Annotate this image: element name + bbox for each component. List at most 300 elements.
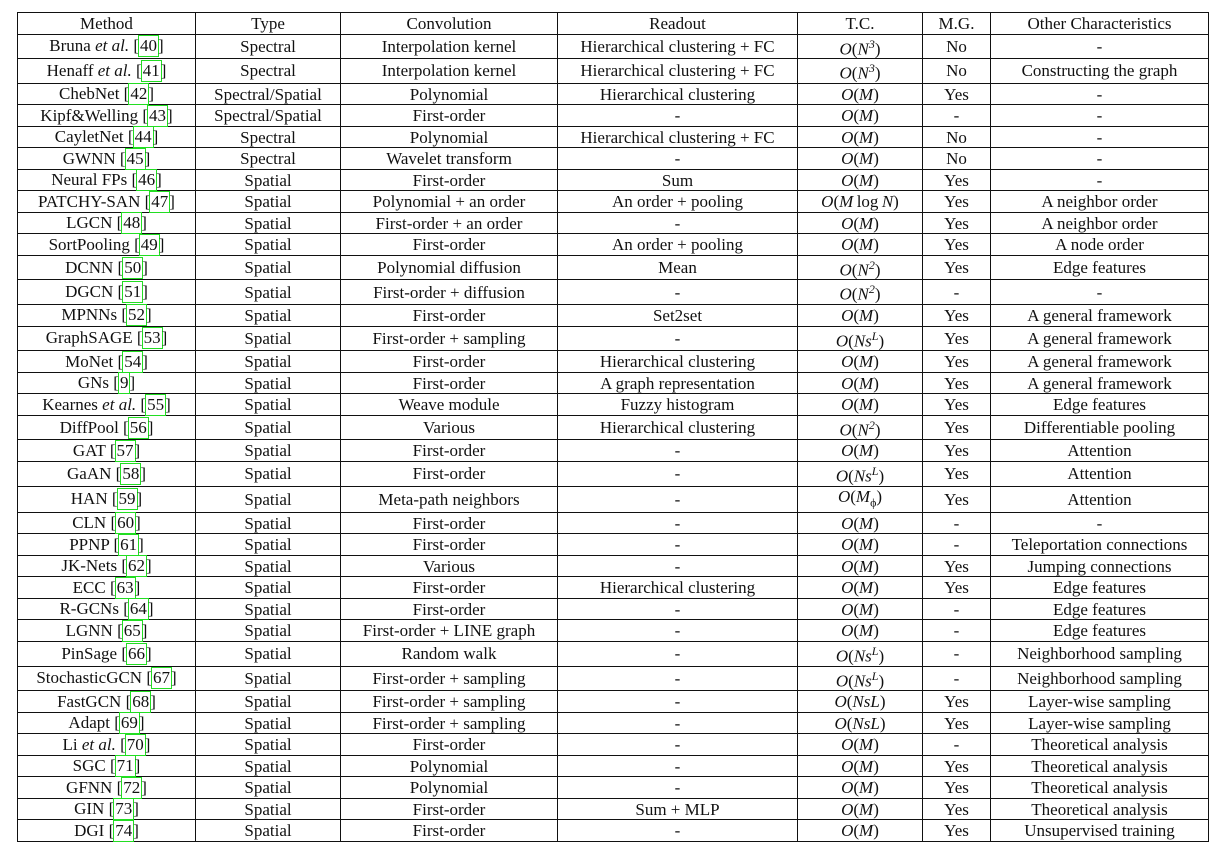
other-characteristics-cell: A general framework (991, 351, 1209, 373)
time-complexity-cell: O(M) (798, 820, 923, 842)
table-row (18, 191, 1209, 213)
table-row (18, 666, 1209, 691)
multi-graph-cell: Yes (923, 577, 991, 599)
table-row (18, 212, 1209, 234)
convolution-cell: First-order (341, 820, 558, 842)
convolution-cell: First-order (341, 234, 558, 256)
multi-graph-cell: Yes (923, 83, 991, 105)
method-cell: ECC [63] (18, 577, 196, 599)
type-cell: Spatial (196, 666, 341, 691)
readout-cell: - (558, 712, 798, 734)
multi-graph-cell: Yes (923, 326, 991, 351)
method-cell: GNs [9] (18, 372, 196, 394)
readout-cell: - (558, 820, 798, 842)
table-row (18, 126, 1209, 148)
readout-cell: Fuzzy histogram (558, 394, 798, 416)
other-characteristics-cell: A node order (991, 234, 1209, 256)
other-characteristics-cell: A general framework (991, 372, 1209, 394)
time-complexity-cell: O(NsL) (798, 691, 923, 713)
citation-link[interactable]: 73 (115, 799, 133, 819)
citation-link[interactable]: 48 (123, 213, 141, 233)
method-name: JK-Nets (61, 556, 118, 576)
method-name: Kearnes (42, 394, 98, 414)
type-cell: Spectral (196, 34, 341, 59)
citation-link[interactable]: 58 (122, 463, 140, 483)
method-name: SGC (72, 756, 106, 776)
readout-cell: - (558, 620, 798, 642)
multi-graph-cell: Yes (923, 777, 991, 799)
type-cell: Spatial (196, 212, 341, 234)
other-characteristics-cell: Edge features (991, 577, 1209, 599)
other-characteristics-cell: - (991, 34, 1209, 59)
readout-cell: A graph representation (558, 372, 798, 394)
method-cell: Henaff et al. [41] (18, 59, 196, 84)
multi-graph-cell: Yes (923, 820, 991, 842)
type-cell: Spatial (196, 555, 341, 577)
type-cell: Spatial (196, 777, 341, 799)
type-cell: Spatial (196, 351, 341, 373)
readout-cell: - (558, 734, 798, 756)
time-complexity-cell: O(M log N) (798, 191, 923, 213)
readout-cell: - (558, 440, 798, 462)
table-row (18, 394, 1209, 416)
header-readout: Readout (558, 13, 798, 35)
citation-link[interactable]: 55 (147, 394, 165, 414)
other-characteristics-cell: Theoretical analysis (991, 777, 1209, 799)
readout-cell: - (558, 598, 798, 620)
table-row (18, 712, 1209, 734)
type-cell: Spatial (196, 372, 341, 394)
readout-cell: Sum (558, 169, 798, 191)
time-complexity-cell: O(M) (798, 755, 923, 777)
multi-graph-cell: - (923, 666, 991, 691)
method-name: CayletNet (54, 127, 124, 147)
convolution-cell: Polynomial (341, 755, 558, 777)
citation-link[interactable]: 59 (118, 489, 136, 509)
method-name: GraphSAGE (45, 328, 133, 348)
convolution-cell: Various (341, 555, 558, 577)
multi-graph-cell: Yes (923, 169, 991, 191)
multi-graph-cell: Yes (923, 461, 991, 486)
multi-graph-cell: Yes (923, 755, 991, 777)
convolution-cell: Polynomial diffusion (341, 255, 558, 280)
citation-link[interactable]: 56 (129, 417, 147, 437)
citation-link[interactable]: 61 (120, 534, 138, 554)
convolution-cell: Various (341, 415, 558, 440)
method-name: SortPooling (48, 234, 130, 254)
citation-link[interactable]: 60 (117, 513, 135, 533)
method-name: Kipf&Welling (40, 105, 139, 125)
table-row (18, 255, 1209, 280)
readout-cell: Hierarchical clustering (558, 83, 798, 105)
other-characteristics-cell: Jumping connections (991, 555, 1209, 577)
citation-link[interactable]: 66 (127, 643, 145, 663)
readout-cell: - (558, 280, 798, 305)
readout-cell: - (558, 555, 798, 577)
citation-link[interactable]: 42 (130, 84, 148, 104)
other-characteristics-cell: A neighbor order (991, 191, 1209, 213)
method-name: DGCN (65, 282, 114, 302)
multi-graph-cell: No (923, 34, 991, 59)
multi-graph-cell: - (923, 280, 991, 305)
multi-graph-cell: Yes (923, 305, 991, 327)
header-row (18, 13, 1209, 35)
method-cell: GraphSAGE [53] (18, 326, 196, 351)
convolution-cell: Interpolation kernel (341, 34, 558, 59)
multi-graph-cell: Yes (923, 394, 991, 416)
time-complexity-cell: O(M) (798, 234, 923, 256)
readout-cell: An order + pooling (558, 191, 798, 213)
method-name: FastGCN (57, 691, 122, 711)
method-name: DCNN (65, 257, 114, 277)
method-name: LGNN (65, 620, 113, 640)
citation-link[interactable]: 47 (151, 191, 169, 211)
method-cell: PPNP [61] (18, 534, 196, 556)
method-cell: Kearnes et al. [55] (18, 394, 196, 416)
type-cell: Spatial (196, 326, 341, 351)
table-row (18, 461, 1209, 486)
citation-link[interactable]: 67 (153, 668, 171, 688)
citation-link[interactable]: 41 (142, 60, 160, 80)
table-row (18, 755, 1209, 777)
time-complexity-cell: O(M) (798, 372, 923, 394)
type-cell: Spatial (196, 305, 341, 327)
time-complexity-cell: $O(N^3)$ (798, 34, 923, 59)
readout-cell: - (558, 755, 798, 777)
header-type: Type (196, 13, 341, 35)
convolution-cell: First-order (341, 305, 558, 327)
readout-cell: - (558, 326, 798, 351)
type-cell: Spatial (196, 734, 341, 756)
readout-cell: Hierarchical clustering (558, 415, 798, 440)
type-cell: Spectral (196, 148, 341, 170)
other-characteristics-cell: Neighborhood sampling (991, 666, 1209, 691)
other-characteristics-cell: Edge features (991, 598, 1209, 620)
citation-link[interactable]: 69 (120, 713, 138, 733)
table-row (18, 534, 1209, 556)
time-complexity-cell: O(M) (798, 351, 923, 373)
multi-graph-cell: - (923, 105, 991, 127)
citation-link[interactable]: 44 (134, 127, 152, 147)
convolution-cell: Polynomial (341, 83, 558, 105)
type-cell: Spatial (196, 440, 341, 462)
other-characteristics-cell: Theoretical analysis (991, 798, 1209, 820)
table-row (18, 486, 1209, 512)
citation-link[interactable]: 40 (140, 36, 158, 56)
convolution-cell: First-order (341, 440, 558, 462)
method-name: PinSage (61, 643, 118, 663)
time-complexity-cell: $O(N^2)$ (798, 415, 923, 440)
time-complexity-cell: O(M) (798, 598, 923, 620)
method-cell: GWNN [45] (18, 148, 196, 170)
multi-graph-cell: Yes (923, 372, 991, 394)
citation-link[interactable]: 43 (149, 105, 167, 125)
readout-cell: - (558, 777, 798, 799)
multi-graph-cell: Yes (923, 712, 991, 734)
time-complexity-cell: $O(Ns^L)$ (798, 641, 923, 666)
convolution-cell: Wavelet transform (341, 148, 558, 170)
citation-link[interactable]: 49 (140, 234, 158, 254)
multi-graph-cell: - (923, 598, 991, 620)
citation-link[interactable]: 63 (116, 577, 134, 597)
method-name: PPNP (69, 534, 110, 554)
time-complexity-cell: O(M) (798, 126, 923, 148)
table-row (18, 148, 1209, 170)
citation-link[interactable]: 9 (119, 373, 129, 393)
method-cell: GAT [57] (18, 440, 196, 462)
method-name: R-GCNs (59, 599, 119, 619)
multi-graph-cell: Yes (923, 486, 991, 512)
method-cell: SGC [71] (18, 755, 196, 777)
other-characteristics-cell: A general framework (991, 326, 1209, 351)
convolution-cell: First-order (341, 798, 558, 820)
readout-cell: Hierarchical clustering + FC (558, 126, 798, 148)
other-characteristics-cell: Edge features (991, 255, 1209, 280)
convolution-cell: Weave module (341, 394, 558, 416)
convolution-cell: First-order (341, 598, 558, 620)
convolution-cell: Interpolation kernel (341, 59, 558, 84)
method-name: LGCN (66, 213, 113, 233)
type-cell: Spatial (196, 280, 341, 305)
time-complexity-cell: $O(Ns^L)$ (798, 326, 923, 351)
citation-link[interactable]: 72 (123, 777, 141, 797)
multi-graph-cell: - (923, 641, 991, 666)
time-complexity-cell: O(M) (798, 577, 923, 599)
method-cell: HAN [59] (18, 486, 196, 512)
citation-link[interactable]: 68 (132, 691, 150, 711)
other-characteristics-cell: Attention (991, 461, 1209, 486)
time-complexity-cell: $O(Ns^L)$ (798, 461, 923, 486)
time-complexity-cell: O(M) (798, 83, 923, 105)
convolution-cell: Polynomial + an order (341, 191, 558, 213)
method-cell: R-GCNs [64] (18, 598, 196, 620)
method-cell: CayletNet [44] (18, 126, 196, 148)
other-characteristics-cell: - (991, 280, 1209, 305)
method-name: GFNN (66, 777, 113, 797)
citation-link[interactable]: 65 (123, 620, 141, 640)
table-row (18, 326, 1209, 351)
table-row (18, 620, 1209, 642)
et-al-text: et al. (81, 734, 116, 754)
other-characteristics-cell: Neighborhood sampling (991, 641, 1209, 666)
citation-link[interactable]: 71 (116, 756, 134, 776)
other-characteristics-cell: A neighbor order (991, 212, 1209, 234)
citation-link[interactable]: 52 (128, 305, 145, 325)
convolution-cell: First-order (341, 351, 558, 373)
time-complexity-cell: O(M) (798, 305, 923, 327)
time-complexity-cell: O(M) (798, 734, 923, 756)
readout-cell: - (558, 534, 798, 556)
method-cell: DGI [74] (18, 820, 196, 842)
other-characteristics-cell: Unsupervised training (991, 820, 1209, 842)
multi-graph-cell: Yes (923, 234, 991, 256)
convolution-cell: First-order (341, 461, 558, 486)
convolution-cell: First-order (341, 577, 558, 599)
type-cell: Spatial (196, 620, 341, 642)
time-complexity-cell: O(M) (798, 512, 923, 534)
method-cell: DGCN [51] (18, 280, 196, 305)
multi-graph-cell: Yes (923, 212, 991, 234)
multi-graph-cell: Yes (923, 440, 991, 462)
multi-graph-cell: Yes (923, 691, 991, 713)
table-row (18, 34, 1209, 59)
readout-cell: Mean (558, 255, 798, 280)
citation-link[interactable]: 54 (124, 351, 142, 371)
convolution-cell: Random walk (341, 641, 558, 666)
multi-graph-cell: Yes (923, 415, 991, 440)
other-characteristics-cell: Edge features (991, 394, 1209, 416)
other-characteristics-cell: A general framework (991, 305, 1209, 327)
readout-cell: - (558, 461, 798, 486)
time-complexity-cell: $O(Ns^L)$ (798, 666, 923, 691)
table-row (18, 777, 1209, 799)
header-other-characteristics: Other Characteristics (991, 13, 1209, 35)
convolution-cell: First-order + sampling (341, 691, 558, 713)
method-name: Adapt (68, 713, 110, 733)
type-cell: Spatial (196, 712, 341, 734)
method-cell: DCNN [50] (18, 255, 196, 280)
type-cell: Spatial (196, 755, 341, 777)
type-cell: Spatial (196, 191, 341, 213)
method-cell: MPNNs [52] (18, 305, 196, 327)
method-cell: PATCHY-SAN [47] (18, 191, 196, 213)
type-cell: Spatial (196, 512, 341, 534)
method-cell: Neural FPs [46] (18, 169, 196, 191)
citation-link[interactable]: 45 (126, 148, 144, 168)
type-cell: Spatial (196, 798, 341, 820)
other-characteristics-cell: - (991, 512, 1209, 534)
method-cell: SortPooling [49] (18, 234, 196, 256)
table-row (18, 105, 1209, 127)
citation-link[interactable]: 46 (138, 170, 156, 190)
method-cell: StochasticGCN [67] (18, 666, 196, 691)
method-name: PATCHY-SAN (38, 191, 141, 211)
readout-cell: Hierarchical clustering (558, 351, 798, 373)
header-multi-graph: M.G. (923, 13, 991, 35)
convolution-cell: First-order (341, 169, 558, 191)
table-row (18, 691, 1209, 713)
table-body (18, 34, 1209, 841)
readout-cell: Hierarchical clustering (558, 577, 798, 599)
table-row (18, 512, 1209, 534)
method-cell: GFNN [72] (18, 777, 196, 799)
readout-cell: Hierarchical clustering + FC (558, 59, 798, 84)
convolution-cell: First-order + sampling (341, 712, 558, 734)
type-cell: Spatial (196, 415, 341, 440)
multi-graph-cell: Yes (923, 555, 991, 577)
citation-link[interactable]: 50 (124, 257, 142, 277)
type-cell: Spatial (196, 394, 341, 416)
method-cell: LGCN [48] (18, 212, 196, 234)
citation-link[interactable]: 70 (126, 734, 144, 754)
method-name: GNs (77, 373, 110, 393)
time-complexity-cell: $O(N^3)$ (798, 59, 923, 84)
table-row (18, 169, 1209, 191)
type-cell: Spatial (196, 169, 341, 191)
citation-link[interactable]: 57 (116, 440, 134, 460)
method-cell: MoNet [54] (18, 351, 196, 373)
citation-link[interactable]: 64 (129, 599, 147, 619)
convolution-cell: First-order + diffusion (341, 280, 558, 305)
type-cell: Spatial (196, 486, 341, 512)
other-characteristics-cell: Differentiable pooling (991, 415, 1209, 440)
method-name: GAT (72, 440, 106, 460)
time-complexity-cell: O(M) (798, 620, 923, 642)
other-characteristics-cell: Theoretical analysis (991, 734, 1209, 756)
method-cell: Li et al. [70] (18, 734, 196, 756)
other-characteristics-cell: Layer-wise sampling (991, 712, 1209, 734)
method-cell: GaAN [58] (18, 461, 196, 486)
type-cell: Spatial (196, 598, 341, 620)
type-cell: Spectral (196, 126, 341, 148)
time-complexity-cell: $O(N^2)$ (798, 280, 923, 305)
type-cell: Spatial (196, 691, 341, 713)
time-complexity-cell: O(M) (798, 798, 923, 820)
table-row (18, 641, 1209, 666)
multi-graph-cell: No (923, 59, 991, 84)
multi-graph-cell: - (923, 534, 991, 556)
readout-cell: - (558, 105, 798, 127)
type-cell: Spatial (196, 461, 341, 486)
table-row (18, 598, 1209, 620)
table-row (18, 415, 1209, 440)
citation-link[interactable]: 53 (143, 328, 161, 348)
citation-link[interactable]: 51 (124, 282, 142, 302)
method-name: ECC (72, 577, 106, 597)
citation-link[interactable]: 62 (127, 556, 145, 576)
other-characteristics-cell: - (991, 105, 1209, 127)
convolution-cell: First-order + sampling (341, 326, 558, 351)
method-name: ChebNet (58, 84, 120, 104)
time-complexity-cell: O(M) (798, 440, 923, 462)
method-cell: CLN [60] (18, 512, 196, 534)
table-row (18, 734, 1209, 756)
time-complexity-cell: O(M) (798, 148, 923, 170)
multi-graph-cell: - (923, 620, 991, 642)
other-characteristics-cell: - (991, 169, 1209, 191)
other-characteristics-cell: Theoretical analysis (991, 755, 1209, 777)
other-characteristics-cell: Layer-wise sampling (991, 691, 1209, 713)
multi-graph-cell: Yes (923, 255, 991, 280)
method-cell: FastGCN [68] (18, 691, 196, 713)
other-characteristics-cell: - (991, 148, 1209, 170)
multi-graph-cell: No (923, 148, 991, 170)
other-characteristics-cell: Constructing the graph (991, 59, 1209, 84)
time-complexity-cell: O(M) (798, 105, 923, 127)
other-characteristics-cell: - (991, 83, 1209, 105)
multi-graph-cell: Yes (923, 351, 991, 373)
readout-cell: - (558, 666, 798, 691)
method-name: Neural FPs (51, 170, 128, 190)
convolution-cell: Polynomial (341, 777, 558, 799)
readout-cell: - (558, 641, 798, 666)
et-al-text: et al. (102, 394, 137, 414)
et-al-text: et al. (97, 60, 132, 80)
method-name: DiffPool (59, 417, 119, 437)
convolution-cell: First-order (341, 534, 558, 556)
other-characteristics-cell: Teleportation connections (991, 534, 1209, 556)
type-cell: Spatial (196, 641, 341, 666)
header-time-complexity: T.C. (798, 13, 923, 35)
convolution-cell: First-order + an order (341, 212, 558, 234)
time-complexity-cell: O(M) (798, 777, 923, 799)
convolution-cell: First-order (341, 512, 558, 534)
citation-link[interactable]: 74 (115, 820, 133, 840)
method-name: GIN (74, 799, 105, 819)
type-cell: Spatial (196, 255, 341, 280)
convolution-cell: Meta-path neighbors (341, 486, 558, 512)
time-complexity-cell: O(M) (798, 534, 923, 556)
